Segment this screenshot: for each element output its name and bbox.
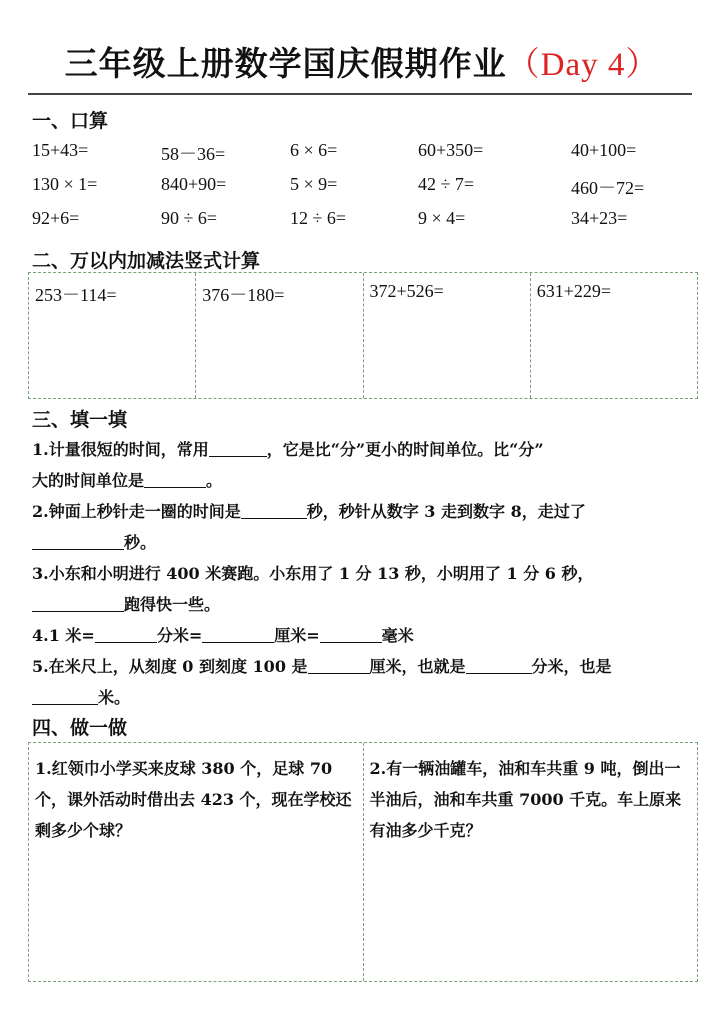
- q3-text-a: 3.小东和小明进行 400 米赛跑。小东用了 1 分 13 秒，小明用了 1 分 6 秒，: [32, 564, 594, 583]
- vertical-calc-cell[interactable]: 376－180=: [196, 273, 363, 398]
- fill-question-3-cont: [32, 589, 696, 620]
- q1-text-a: 1.计量很短的时间，常用: [32, 440, 209, 459]
- q2-text-c: 秒。: [124, 533, 157, 552]
- title-day: Day 4: [540, 47, 626, 83]
- mental-math-item: 60+350=: [418, 140, 484, 160]
- q5-text-b: 厘米，也就是: [369, 657, 466, 676]
- mental-math-item: 12 ÷ 6=: [290, 208, 347, 228]
- fill-question-3: [32, 558, 696, 589]
- q1-text-d: 。: [206, 471, 223, 490]
- answer-blank[interactable]: [32, 595, 124, 612]
- vertical-calc-cell[interactable]: 253－114=: [29, 273, 196, 398]
- q5-text-c: 分米，也是: [531, 657, 612, 676]
- answer-blank[interactable]: [320, 626, 382, 643]
- title-main: 三年级上册数学国庆假期作业: [64, 44, 507, 83]
- fill-question-1: [32, 434, 696, 465]
- fill-question-5: [32, 651, 696, 682]
- answer-blank[interactable]: [209, 440, 267, 457]
- mental-math-grid: [32, 140, 692, 242]
- fill-question-5-cont: [32, 682, 696, 713]
- mental-math-item: 90 ÷ 6=: [161, 208, 218, 228]
- fill-question-2-cont: [32, 527, 696, 558]
- word-problem-1[interactable]: 1.红领巾小学买来皮球 380 个，足球 70 个，课外活动时借出去 423 个，现在学校还剩多少个球？: [29, 743, 364, 981]
- vertical-calc-box: [28, 272, 698, 399]
- answer-blank[interactable]: [32, 533, 124, 550]
- word-problem-box: [28, 742, 698, 982]
- q3-text-b: 跑得快一些。: [124, 595, 221, 614]
- q5-text-d: 米。: [98, 688, 131, 707]
- fill-question-2: [32, 496, 696, 527]
- q4-text-c: 厘米=: [274, 626, 320, 645]
- page-title: [0, 38, 724, 85]
- q1-text-c: 大的时间单位是: [32, 471, 145, 490]
- mental-math-row: [32, 208, 692, 242]
- title-divider: [28, 93, 692, 95]
- answer-blank[interactable]: [32, 688, 98, 705]
- mental-math-item: 460－72=: [571, 178, 645, 198]
- section4-heading: 四、做一做: [32, 717, 128, 739]
- word-problem-2[interactable]: 2.有一辆油罐车，油和车共重 9 吨，倒出一半油后，油和车共重 7000 千克。车上原来有油多少千克？: [369, 759, 682, 840]
- fill-question-4: [32, 620, 696, 651]
- section3-heading: 三、填一填: [32, 409, 128, 431]
- q2-text-a: 2.钟面上秒针走一圈的时间是: [32, 502, 241, 521]
- mental-math-item: 42 ÷ 7=: [418, 174, 475, 194]
- answer-blank[interactable]: [144, 471, 206, 488]
- mental-math-item: 130 × 1=: [32, 174, 98, 194]
- q1-text-b: ，它是比“分”更小的时间单位。比“分”: [266, 440, 544, 459]
- q2-text-b: 秒，秒针从数字 3 走到数字 8，走过了: [306, 502, 586, 521]
- mental-math-row: [32, 174, 692, 208]
- title-paren-open: （: [506, 44, 541, 83]
- mental-math-row: [32, 140, 692, 174]
- answer-blank[interactable]: [202, 626, 274, 643]
- answer-blank[interactable]: [241, 502, 307, 519]
- section1-heading: 一、口算: [32, 110, 109, 132]
- mental-math-item: 6 × 6=: [290, 140, 338, 160]
- section2-heading: 二、万以内加减法竖式计算: [32, 250, 261, 272]
- mental-math-item: 15+43=: [32, 140, 89, 160]
- q4-text-a: 4.1 米=: [32, 626, 95, 645]
- mental-math-item: 5 × 9=: [290, 174, 338, 194]
- mental-math-item: 9 × 4=: [418, 208, 466, 228]
- q4-text-b: 分米=: [156, 626, 203, 645]
- answer-blank[interactable]: [95, 626, 157, 643]
- title-paren-close: ）: [625, 44, 660, 83]
- mental-math-item: 34+23=: [571, 208, 628, 228]
- answer-blank[interactable]: [308, 657, 370, 674]
- fill-in-section: [32, 434, 696, 713]
- mental-math-item: 92+6=: [32, 208, 80, 228]
- mental-math-item: 40+100=: [571, 140, 637, 160]
- vertical-calc-cell[interactable]: 372+526=: [364, 273, 531, 398]
- mental-math-item: 840+90=: [161, 174, 227, 194]
- q5-text-a: 5.在米尺上，从刻度 0 到刻度 100 是: [32, 657, 308, 676]
- vertical-calc-cell[interactable]: 631+229=: [536, 281, 612, 301]
- fill-question-1-cont: [32, 465, 696, 496]
- mental-math-item: 58－36=: [161, 144, 226, 164]
- answer-blank[interactable]: [466, 657, 532, 674]
- q4-text-d: 毫米: [381, 626, 414, 645]
